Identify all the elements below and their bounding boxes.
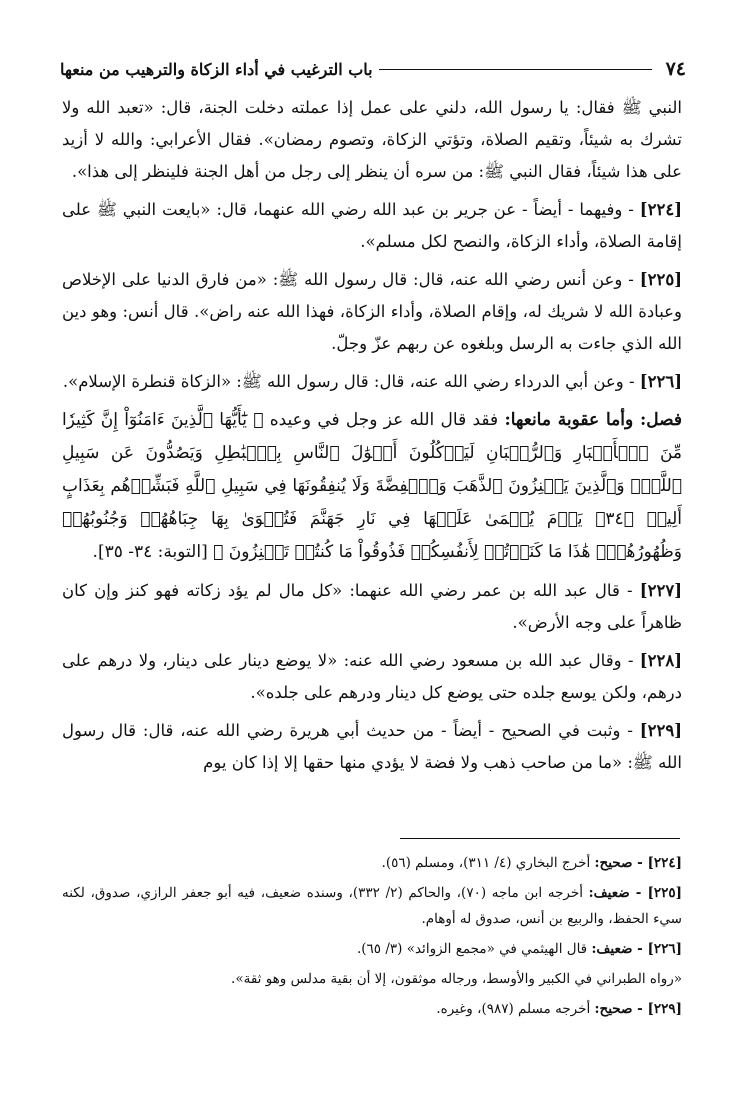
paragraph-continuation bbox=[62, 92, 682, 188]
footnote-grade: - صحيح: bbox=[594, 855, 648, 871]
page-header bbox=[60, 56, 686, 82]
hadith-229 bbox=[62, 715, 682, 779]
hadith-text: - وعن أنس رضي الله عنه، قال: قال رسول الله ﷺ: «من فارق الدنيا على الإخلاص وعبادة الله لا شريك له، وإقام الصلاة، وأداء الزكاة، فهذا الله عنه راض». قال أنس: وهو دين الله الذي جاءت به الرسل وبلغوه عن ربهم عزّ وجلّ. bbox=[62, 270, 682, 353]
paragraph-text: النبي ﷺ فقال: يا رسول الله، دلني على عمل إذا عملته دخلت الجنة، قال: «تعبد الله ولا تشرك به شيئاً، وتقيم الصلاة، وتؤتي الزكاة، وتصوم رمضان». فقال الأعرابي: والله لا أزيد على هذا شيئاً، فقال النبي ﷺ: من سره أن ينظر إلى رجل من أهل الجنة فلينظر إلى هذا». bbox=[62, 98, 682, 181]
footnote-224 bbox=[62, 850, 682, 876]
hadith-227 bbox=[62, 575, 682, 639]
hadith-number: [٢٢٨] bbox=[639, 651, 682, 670]
footnote-grade: - ضعيف: bbox=[591, 941, 648, 957]
footnotes bbox=[62, 850, 682, 1026]
hadith-text: - وثبت في الصحيح - أيضاً - من حديث أبي هريرة رضي الله عنه، قال: قال رسول الله ﷺ: «ما من صاحب ذهب ولا فضة لا يؤدي منها حقها إلا إذا كان يوم bbox=[62, 721, 682, 772]
hadith-226 bbox=[62, 366, 682, 398]
footnote-225 bbox=[62, 880, 682, 932]
hadith-number: [٢٢٥] bbox=[639, 270, 682, 289]
hadith-225 bbox=[62, 264, 682, 360]
header-rule bbox=[379, 69, 652, 70]
footnote-text: أخرجه مسلم (٩٨٧)، وغيره. bbox=[436, 1001, 595, 1017]
hadith-number: [٢٢٦] bbox=[639, 372, 682, 391]
footnote-226-quote bbox=[62, 966, 682, 992]
footnote-grade: - صحيح: bbox=[594, 1001, 648, 1017]
chapter-title: باب الترغيب في أداء الزكاة والترهيب من منعها bbox=[60, 59, 373, 79]
footnote-number: [٢٢٥] bbox=[647, 885, 682, 901]
main-text bbox=[62, 92, 682, 785]
page-number: ٧٤ bbox=[665, 58, 686, 80]
footnote-number: [٢٢٤] bbox=[647, 855, 682, 871]
hadith-number: [٢٢٧] bbox=[639, 581, 682, 600]
fasl-heading: فصل: وأما عقوبة مانعها: bbox=[504, 410, 682, 430]
hadith-text: - قال عبد الله بن عمر رضي الله عنهما: «كل مال لم يؤد زكاته فهو كنز وإن كان ظاهراً على وجه الأرض». bbox=[62, 581, 682, 632]
hadith-number: [٢٢٤] bbox=[639, 200, 682, 219]
footnote-text: «رواه الطبراني في الكبير والأوسط، ورجاله موثقون، إلا أن بقية مدلس وهو ثقة». bbox=[231, 971, 682, 987]
footnote-number: [٢٢٩] bbox=[647, 1001, 682, 1017]
hadith-text: - وعن أبي الدرداء رضي الله عنه، قال: قال رسول الله ﷺ: «الزكاة قنطرة الإسلام». bbox=[62, 372, 640, 391]
hadith-224 bbox=[62, 194, 682, 258]
footnote-divider bbox=[400, 838, 680, 839]
hadith-text: - وفيهما - أيضاً - عن جرير بن عبد الله رضي الله عنهما، قال: «بايعت النبي ﷺ على إقامة الصلاة، وأداء الزكاة، والنصح لكل مسلم». bbox=[62, 200, 682, 251]
quran-verse: فقد قال الله عز وجل في وعيده ﴿ يَٰٓأَيُّهَا ٱلَّذِينَ ءَامَنُوٓاْ إِنَّ كَثِيرٗا مِّنَ ٱلۡأَحۡبَارِ وَٱلرُّهۡبَانِ لَيَأۡكُلُونَ أَمۡوَٰلَ ٱلنَّاسِ بِٱلۡبَٰطِلِ وَيَصُدُّونَ عَن سَبِيلِ ٱللَّهِۗ وَٱلَّذِينَ يَكۡنِزُونَ ٱلذَّهَبَ وَٱلۡفِضَّةَ وَلَا يُنفِقُونَهَا فِي سَبِيلِ ٱللَّهِ فَبَشِّرۡهُم بِعَذَابٍ أَلِيمٖ ﴿٣٤﴾ يَوۡمَ يُحۡمَىٰ عَلَيۡهَا فِي نَارِ جَهَنَّمَ فَتُكۡوَىٰ بِهَا جِبَاهُهُمۡ وَجُنُوبُهُمۡ وَظُهُورُهُمۡۖ هَٰذَا مَا كَنَزۡتُمۡ لِأَنفُسِكُمۡ فَذُوقُواْ مَا كُنتُمۡ تَكۡنِزُونَ ﴾ [التوبة: ٣٤- ٣٥]. bbox=[62, 410, 682, 562]
hadith-text: - وقال عبد الله بن مسعود رضي الله عنه: «لا يوضع دينار على دينار، ولا درهم على درهم، ولكن يوسع جلده حتى يوضع كل دينار ودرهم على جلده». bbox=[62, 651, 682, 702]
footnote-text: أخرج البخاري (٤/ ٣١١)، ومسلم (٥٦). bbox=[381, 855, 595, 871]
footnote-text: أخرجه ابن ماجه (٧٠)، والحاكم (٢/ ٣٣٢)، وسنده ضعيف، فيه أبو جعفر الرازي، صدوق، لكنه سيء الحفظ، والربيع بن أنس، صدوق له أوهام. bbox=[62, 885, 682, 927]
footnote-number: [٢٢٦] bbox=[647, 941, 682, 957]
fasl-section bbox=[62, 404, 682, 569]
footnote-grade: - ضعيف: bbox=[588, 885, 648, 901]
footnote-229 bbox=[62, 996, 682, 1022]
footnote-text: قال الهيثمي في «مجمع الزوائد» (٣/ ٦٥). bbox=[356, 941, 592, 957]
hadith-228 bbox=[62, 645, 682, 709]
hadith-number: [٢٢٩] bbox=[639, 721, 682, 740]
footnote-226 bbox=[62, 936, 682, 962]
